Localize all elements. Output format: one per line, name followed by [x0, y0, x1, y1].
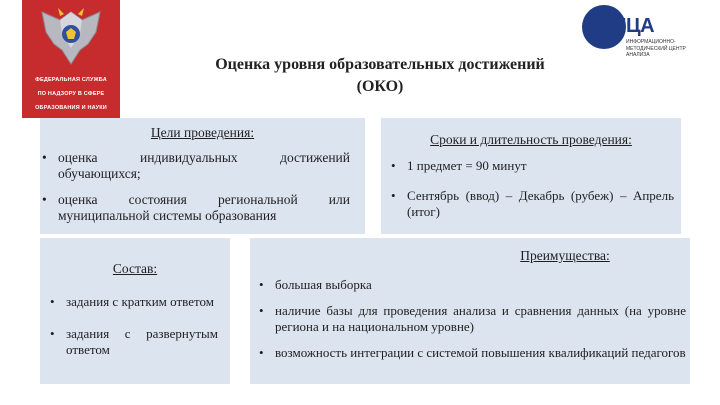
org-name-line-2: ПО НАДЗОРУ В СФЕРЕ	[37, 91, 105, 97]
advantages-title: Преимущества:	[520, 248, 610, 263]
advantages-item: • возможность интеграции с системой повышения квалификаций педагогов	[259, 345, 686, 361]
composition-item: • задания с развернутым ответом	[50, 326, 218, 358]
page-title-line-1: Оценка уровня образовательных достижений	[215, 56, 545, 73]
timing-item: • Сентябрь (ввод) – Декабрь (рубеж) – Апрель (итог)	[391, 188, 674, 220]
org-name-line-1: ФЕДЕРАЛЬНАЯ СЛУЖБА	[35, 77, 107, 83]
org-name-line-3: ОБРАЗОВАНИЯ И НАУКИ	[35, 105, 107, 111]
goals-title: Цели проведения:	[150, 125, 255, 140]
imc-logo	[582, 2, 712, 64]
double-headed-eagle-emblem-icon	[36, 4, 106, 70]
imc-wordmark: ИМЦА	[596, 15, 655, 37]
goals-item: • оценка индивидуальных достижений обучающихся;	[42, 150, 350, 182]
imc-subtitle	[626, 39, 686, 59]
composition-list	[50, 294, 218, 358]
goals-list	[42, 150, 350, 224]
org-logo	[22, 0, 120, 118]
advantages-item: • наличие базы для проведения анализа и сравнения данных (на уровне региона и на национальном уровне)	[259, 303, 686, 335]
goals-item: • оценка состояния региональной или муниципальной системы образования	[42, 192, 350, 224]
page-title	[130, 54, 630, 98]
imc-subtitle-line-2: МЕТОДИЧЕСКИЙ ЦЕНТР	[626, 45, 686, 52]
imc-subtitle-line-1: ИНФОРМАЦИОННО-	[626, 39, 676, 45]
advantages-list	[259, 277, 686, 361]
timing-item: • 1 предмет = 90 минут	[391, 158, 674, 174]
timing-title: Сроки и длительность проведения:	[430, 132, 632, 147]
imc-subtitle-line-3: АНАЛИЗА	[626, 52, 650, 59]
composition-item: • задания с кратким ответом	[50, 294, 218, 310]
composition-title: Состав:	[112, 261, 158, 276]
page-title-line-2: (ОКО)	[356, 78, 404, 95]
timing-list	[391, 158, 674, 220]
advantages-item: • большая выборка	[259, 277, 686, 293]
